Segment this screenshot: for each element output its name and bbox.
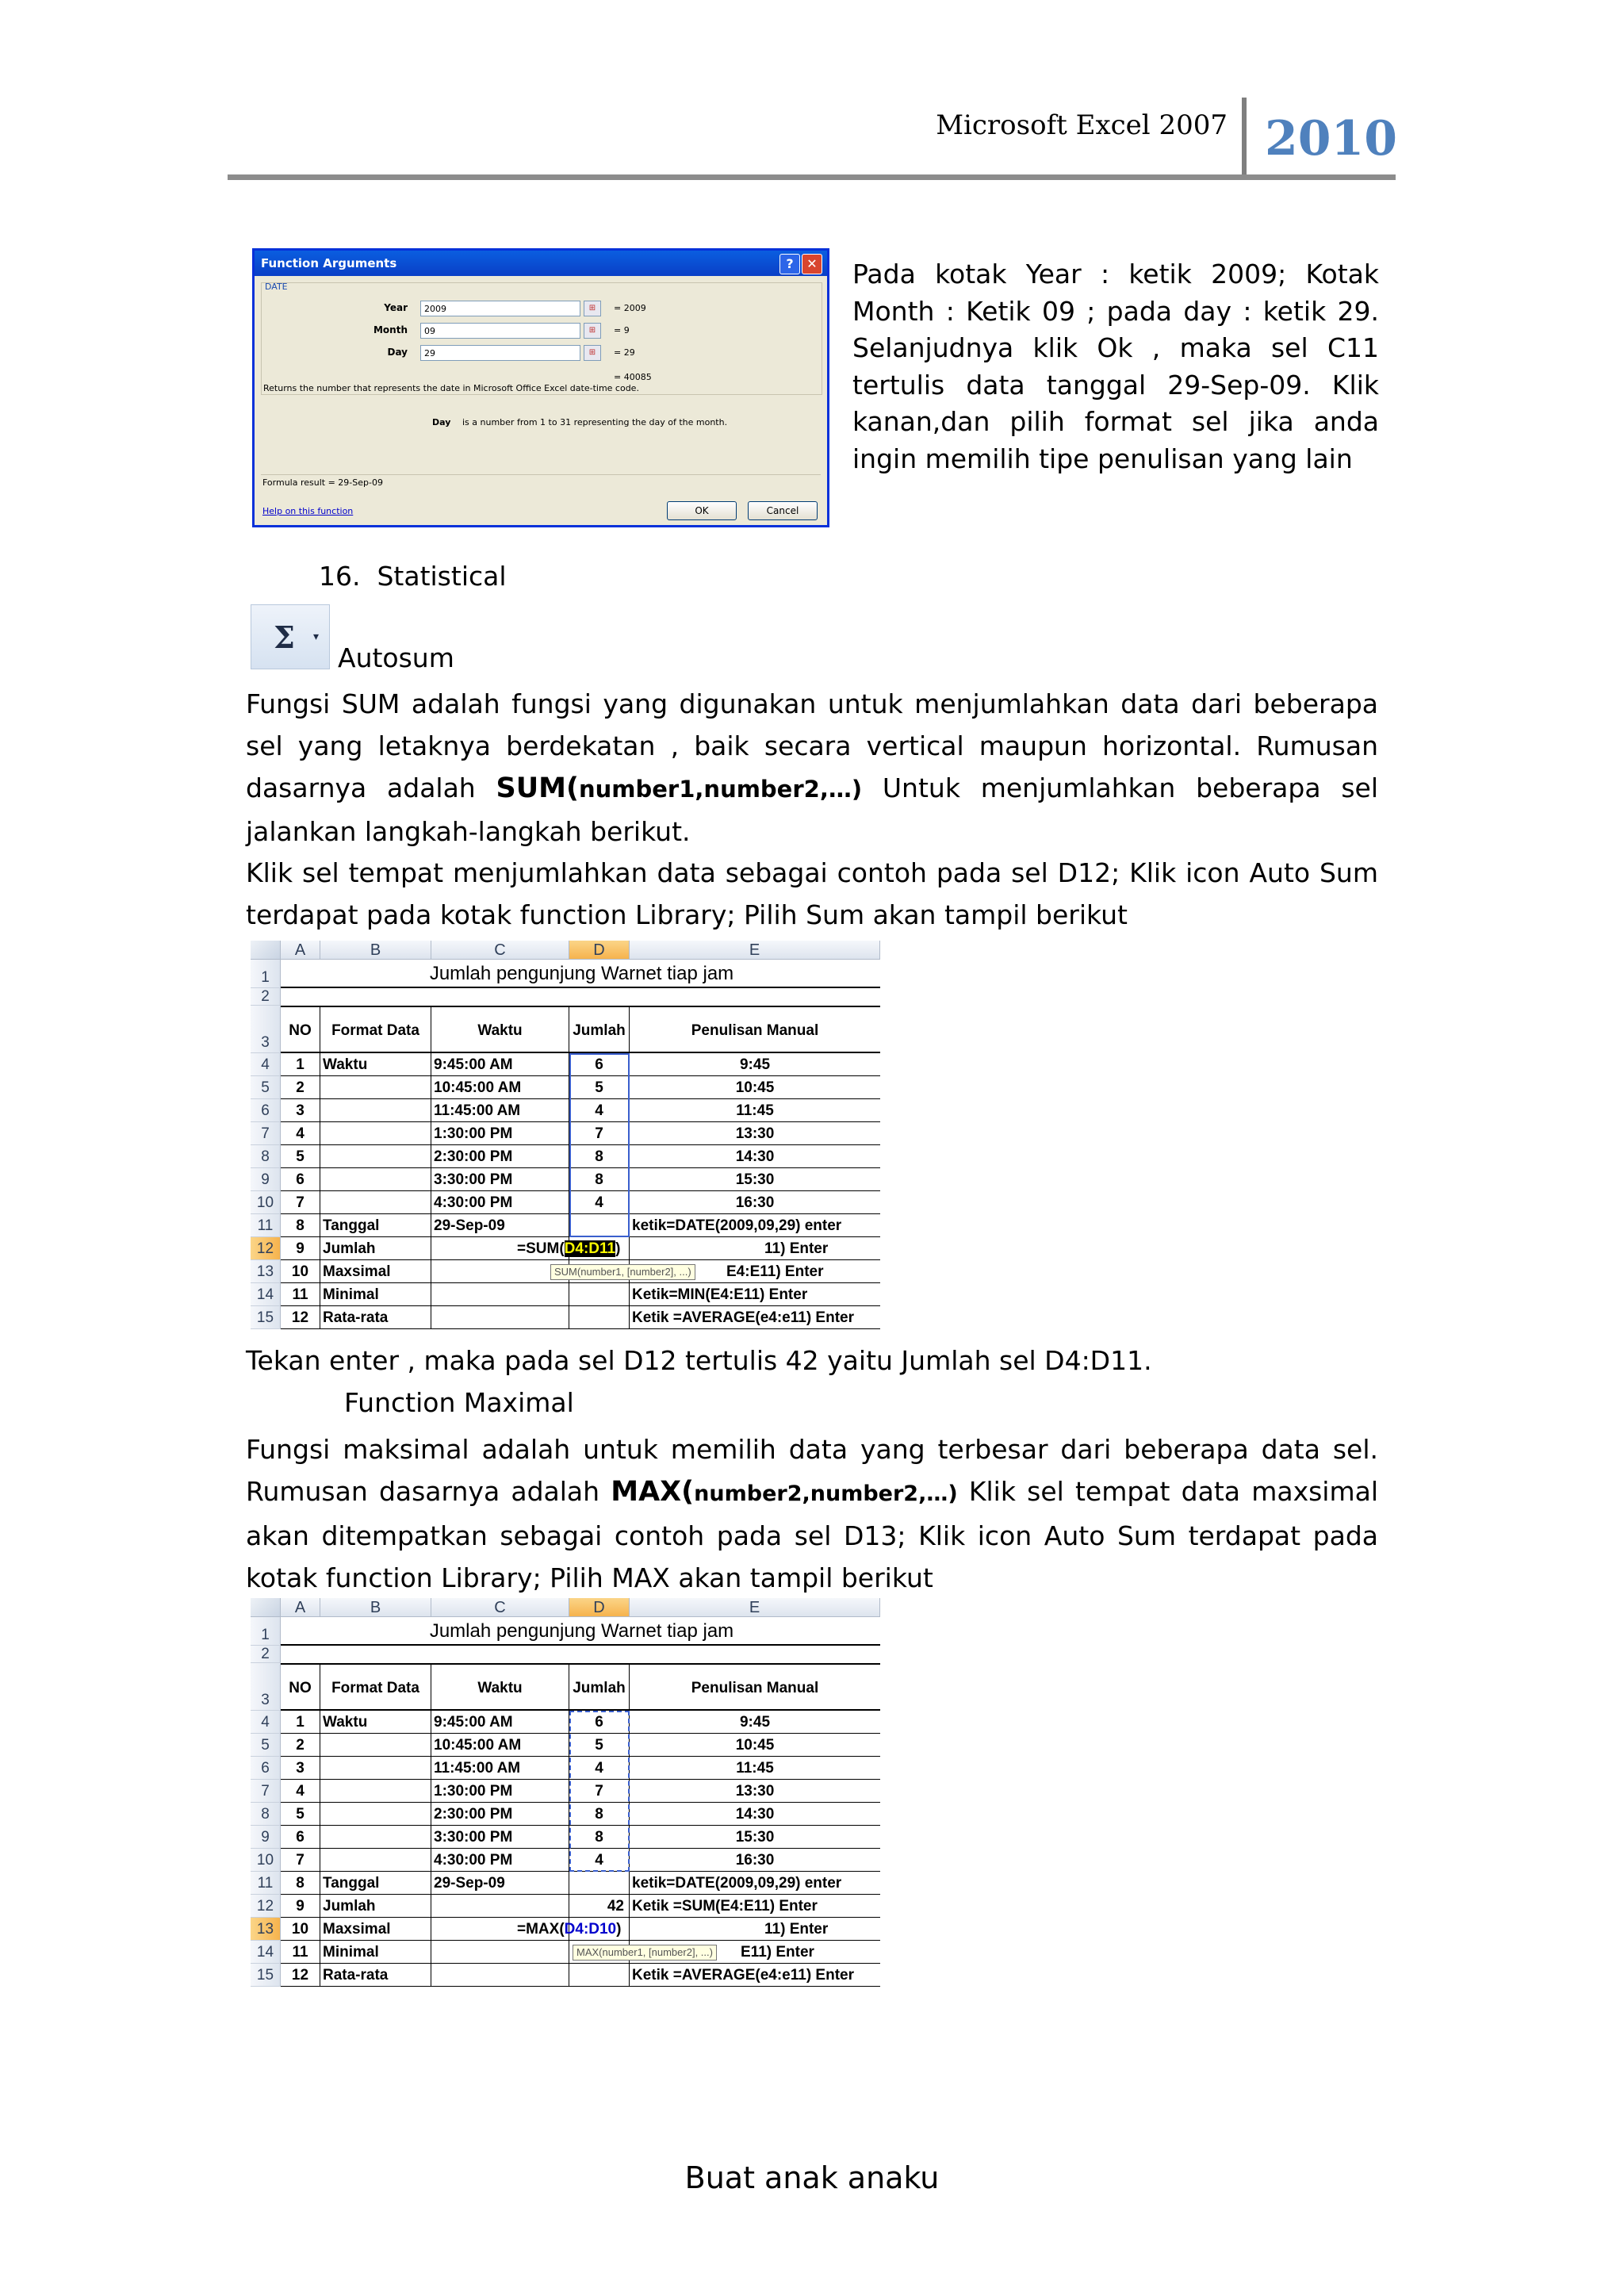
- cell-d6[interactable]: 4: [569, 1099, 630, 1122]
- cell-b5[interactable]: [320, 1734, 431, 1757]
- sum-paragraph: [246, 683, 1378, 853]
- max-text: Fungsi maksimal adalah untuk memilih data yang terbesar dari beberapa data sel. Rumusan dasarnya adalah: [246, 1434, 1378, 1507]
- cell-b8[interactable]: [320, 1145, 431, 1168]
- cancel-button[interactable]: Cancel: [748, 501, 818, 520]
- cell-c6[interactable]: 11:45:00 AM: [431, 1757, 569, 1780]
- document-header-year: 2010: [1265, 111, 1397, 167]
- function-description: Returns the number that represents the date in Microsoft Office Excel date-time code.: [263, 383, 639, 393]
- month-input[interactable]: 09: [420, 323, 580, 339]
- section-number: 16.: [319, 561, 361, 592]
- column-header-a[interactable]: A: [281, 1598, 320, 1617]
- row-header-11[interactable]: 11: [251, 1872, 281, 1895]
- cell-a5[interactable]: 2: [281, 1734, 320, 1757]
- cell-c11[interactable]: 29-Sep-09: [431, 1872, 569, 1895]
- cell-d10[interactable]: 4: [569, 1191, 630, 1214]
- cell-e12-text[interactable]: 11) Enter: [764, 1240, 829, 1257]
- month-result: = 9: [614, 325, 630, 335]
- cell-e6[interactable]: 11:45: [630, 1757, 880, 1780]
- column-header-b[interactable]: B: [320, 1598, 431, 1617]
- row-header-1[interactable]: 1: [251, 1617, 281, 1646]
- day-label: Day: [387, 347, 408, 358]
- row-header-8[interactable]: 8: [251, 1803, 281, 1826]
- cell-e10[interactable]: 16:30: [630, 1191, 880, 1214]
- cell-e15-text[interactable]: Ketik =AVERAGE(e4:e11) Enter: [632, 1309, 854, 1326]
- cell-d9[interactable]: 8: [569, 1826, 630, 1849]
- cell-c8[interactable]: 2:30:00 PM: [431, 1803, 569, 1826]
- cell-e9[interactable]: 15:30: [630, 1826, 880, 1849]
- max-text-end: Klik sel tempat data maxsimal akan ditempatkan sebagai contoh pada sel D13; Klik icon Auto Sum terdapat pada kotak function Library; Pilih MAX akan tampil berikut: [246, 1476, 1378, 1593]
- cell-a10[interactable]: 7: [281, 1191, 320, 1214]
- empty-row: [281, 988, 880, 1006]
- dialog-explanation: Pada kotak Year : ketik 2009; Kotak Month : Ketik 09 ; pada day : ketik 29. Selanjudnya klik Ok , maka sel C11 tertulis data tanggal 29-Sep-09. Klik kanan,dan pilih format sel jika anda ingin memilih tipe penulisan yang lain: [852, 259, 1379, 474]
- cell-a15[interactable]: 12: [281, 1964, 320, 1987]
- cell-b15[interactable]: Rata-rata: [320, 1964, 431, 1987]
- cell-c4[interactable]: 9:45:00 AM: [431, 1711, 569, 1734]
- row-header-4[interactable]: 4: [251, 1711, 281, 1734]
- year-result: = 2009: [614, 303, 646, 313]
- cell-b6[interactable]: [320, 1099, 431, 1122]
- cell-a11[interactable]: 8: [281, 1214, 320, 1237]
- day-input[interactable]: 29: [420, 345, 580, 361]
- column-header-d[interactable]: D: [569, 1598, 630, 1617]
- column-header-a[interactable]: A: [281, 941, 320, 960]
- day-result: = 29: [614, 347, 635, 358]
- total-result: = 40085: [614, 372, 652, 382]
- sheet-title: Jumlah pengunjung Warnet tiap jam: [281, 960, 880, 988]
- column-header-c[interactable]: C: [431, 1598, 569, 1617]
- max-paragraph: [246, 1428, 1378, 1599]
- sheet-title: Jumlah pengunjung Warnet tiap jam: [281, 1617, 880, 1646]
- function-tooltip: SUM(number1, [number2], ...): [550, 1264, 695, 1280]
- column-heading-penulisan-manual: Penulisan Manual: [630, 1663, 880, 1711]
- cell-d15[interactable]: [569, 1964, 630, 1987]
- row-header-2[interactable]: 2: [251, 1646, 281, 1663]
- collapse-icon[interactable]: ⊞: [584, 345, 601, 361]
- autosum-label: Autosum: [338, 642, 454, 673]
- cell-b12[interactable]: Jumlah: [320, 1237, 431, 1260]
- cell-d8[interactable]: 8: [569, 1803, 630, 1826]
- cell-e15-text[interactable]: Ketik =AVERAGE(e4:e11) Enter: [632, 1967, 854, 1984]
- cell-b10[interactable]: [320, 1849, 431, 1872]
- cell-d9[interactable]: 8: [569, 1168, 630, 1191]
- argument-description: is a number from 1 to 31 representing the day of the month.: [462, 417, 728, 427]
- cell-c4[interactable]: 9:45:00 AM: [431, 1053, 569, 1076]
- cell-a14[interactable]: 11: [281, 1941, 320, 1964]
- cell-b13[interactable]: Maxsimal: [320, 1260, 431, 1283]
- cell-e11[interactable]: ketik=DATE(2009,09,29) enter: [630, 1214, 880, 1237]
- cell-c15[interactable]: [431, 1964, 569, 1987]
- cell-b4[interactable]: Waktu: [320, 1711, 431, 1734]
- cell-a7[interactable]: 4: [281, 1780, 320, 1803]
- cell-d6[interactable]: 4: [569, 1757, 630, 1780]
- function-tooltip: MAX(number1, [number2], ...): [573, 1945, 717, 1961]
- cell-d8[interactable]: 8: [569, 1145, 630, 1168]
- column-header-d[interactable]: D: [569, 941, 630, 960]
- sum-args: number1,number2,…): [578, 776, 863, 803]
- row-header-14[interactable]: 14: [251, 1941, 281, 1964]
- column-header-e[interactable]: E: [630, 941, 880, 960]
- cell-e5[interactable]: 10:45: [630, 1076, 880, 1099]
- row-header-4[interactable]: 4: [251, 1053, 281, 1076]
- cell-e8[interactable]: 14:30: [630, 1145, 880, 1168]
- cell-c12[interactable]: [431, 1895, 569, 1918]
- cell-c10[interactable]: 4:30:00 PM: [431, 1191, 569, 1214]
- dialog-title: Function Arguments: [255, 251, 827, 276]
- cell-a4[interactable]: 1: [281, 1053, 320, 1076]
- cell-b11[interactable]: Tanggal: [320, 1872, 431, 1895]
- cell-e10[interactable]: 16:30: [630, 1849, 880, 1872]
- argument-name: Day: [432, 417, 451, 427]
- page-footer: Buat anak anaku: [684, 2160, 940, 2195]
- cell-d7[interactable]: 7: [569, 1780, 630, 1803]
- cell-b9[interactable]: [320, 1826, 431, 1849]
- arguments-group: [261, 282, 822, 395]
- section-title: Statistical: [377, 561, 507, 592]
- select-all-corner[interactable]: [251, 941, 281, 960]
- cell-a8[interactable]: 5: [281, 1803, 320, 1826]
- cell-e7[interactable]: 13:30: [630, 1122, 880, 1145]
- ok-button[interactable]: OK: [667, 501, 737, 520]
- year-label: Year: [384, 302, 408, 313]
- column-header-c[interactable]: C: [431, 941, 569, 960]
- cell-a6[interactable]: 3: [281, 1099, 320, 1122]
- cell-c11[interactable]: 29-Sep-09: [431, 1214, 569, 1237]
- cell-a9[interactable]: 6: [281, 1826, 320, 1849]
- column-heading-format-data: Format Data: [320, 1006, 431, 1053]
- section-heading: [319, 561, 507, 592]
- empty-row: [281, 1646, 880, 1663]
- function-arguments-dialog: [252, 248, 829, 527]
- cell-c5[interactable]: 10:45:00 AM: [431, 1076, 569, 1099]
- spreadsheet-max: [251, 1598, 880, 1995]
- column-heading-format-data: Format Data: [320, 1663, 431, 1711]
- row-header-8[interactable]: 8: [251, 1145, 281, 1168]
- document-header-title: Microsoft Excel 2007: [936, 109, 1228, 141]
- cell-d12-value[interactable]: 42: [569, 1895, 630, 1918]
- collapse-icon[interactable]: ⊞: [584, 301, 601, 316]
- cell-e14-text[interactable]: Ketik=MIN(E4:E11) Enter: [632, 1286, 808, 1303]
- cell-a11[interactable]: 8: [281, 1872, 320, 1895]
- max-args: number2,number2,…): [694, 1481, 958, 1506]
- cell-c5[interactable]: 10:45:00 AM: [431, 1734, 569, 1757]
- cell-b7[interactable]: [320, 1780, 431, 1803]
- formula-suffix: ): [615, 1240, 621, 1257]
- header-rule: [228, 174, 1396, 180]
- row-header-7[interactable]: 7: [251, 1122, 281, 1145]
- row-header-9[interactable]: 9: [251, 1826, 281, 1849]
- formula-range: D4:D10: [564, 1921, 617, 1938]
- cell-b7[interactable]: [320, 1122, 431, 1145]
- cell-d15[interactable]: [569, 1306, 630, 1329]
- dialog-divider: [261, 474, 821, 475]
- column-heading-jumlah: Jumlah: [569, 1663, 630, 1711]
- cell-d11[interactable]: [569, 1872, 630, 1895]
- cell-a10[interactable]: 7: [281, 1849, 320, 1872]
- cell-e12-text[interactable]: Ketik =SUM(E4:E11) Enter: [630, 1895, 880, 1918]
- cell-e4[interactable]: 9:45: [630, 1053, 880, 1076]
- cell-c9[interactable]: 3:30:00 PM: [431, 1826, 569, 1849]
- column-heading-waktu: Waktu: [431, 1006, 569, 1053]
- cell-e13-text[interactable]: E4:E11) Enter: [726, 1263, 824, 1280]
- row-header-15[interactable]: 15: [251, 1964, 281, 1987]
- cell-b4[interactable]: Waktu: [320, 1053, 431, 1076]
- row-header-6[interactable]: 6: [251, 1757, 281, 1780]
- cell-c7[interactable]: 1:30:00 PM: [431, 1122, 569, 1145]
- column-heading-no: NO: [281, 1006, 320, 1053]
- cell-b11[interactable]: Tanggal: [320, 1214, 431, 1237]
- cell-a12[interactable]: 9: [281, 1237, 320, 1260]
- cell-b15[interactable]: Rata-rata: [320, 1306, 431, 1329]
- column-heading-penulisan-manual: Penulisan Manual: [630, 1006, 880, 1053]
- formula-suffix: ): [616, 1921, 622, 1938]
- after-sum-text: Tekan enter , maka pada sel D12 tertulis 42 yaitu Jumlah sel D4:D11.: [246, 1345, 1152, 1376]
- cell-a7[interactable]: 4: [281, 1122, 320, 1145]
- cell-d4[interactable]: 6: [569, 1053, 630, 1076]
- cell-e6[interactable]: 11:45: [630, 1099, 880, 1122]
- cell-b8[interactable]: [320, 1803, 431, 1826]
- max-formula-cell[interactable]: [517, 1918, 621, 1941]
- cell-e11[interactable]: ketik=DATE(2009,09,29) enter: [630, 1872, 880, 1895]
- cell-b14[interactable]: Minimal: [320, 1941, 431, 1964]
- cell-a15[interactable]: 12: [281, 1306, 320, 1329]
- cell-b6[interactable]: [320, 1757, 431, 1780]
- cell-a13[interactable]: 10: [281, 1260, 320, 1283]
- cell-b13[interactable]: Maxsimal: [320, 1918, 431, 1941]
- sum-formula-cell[interactable]: [517, 1237, 620, 1260]
- cell-a14[interactable]: 11: [281, 1283, 320, 1306]
- row-header-10[interactable]: 10: [251, 1849, 281, 1872]
- cell-e8[interactable]: 14:30: [630, 1803, 880, 1826]
- formula-result: Formula result = 29-Sep-09: [262, 477, 383, 488]
- cell-e4[interactable]: 9:45: [630, 1711, 880, 1734]
- row-header-15[interactable]: 15: [251, 1306, 281, 1329]
- row-header-2[interactable]: 2: [251, 988, 281, 1006]
- row-header-12[interactable]: 12: [251, 1237, 281, 1260]
- cell-c13[interactable]: [431, 1260, 569, 1283]
- cell-a4[interactable]: 1: [281, 1711, 320, 1734]
- row-header-14[interactable]: 14: [251, 1283, 281, 1306]
- function-name: DATE: [265, 282, 288, 292]
- sum-formula: SUM(: [496, 772, 579, 804]
- cell-b9[interactable]: [320, 1168, 431, 1191]
- cell-e13-text[interactable]: 11) Enter: [764, 1921, 829, 1938]
- cell-c9[interactable]: 3:30:00 PM: [431, 1168, 569, 1191]
- cell-c6[interactable]: 11:45:00 AM: [431, 1099, 569, 1122]
- sum-text: Fungsi SUM adalah fungsi yang digunakan untuk menjumlahkan data dari beberapa sel yang letaknya berdekatan , baik secara vertical maupun horizontal. Rumusan dasarnya adalah: [246, 688, 1378, 803]
- collapse-icon[interactable]: ⊞: [584, 323, 601, 339]
- cell-d11[interactable]: [569, 1214, 630, 1237]
- row-header-7[interactable]: 7: [251, 1780, 281, 1803]
- row-header-3[interactable]: 3: [251, 1006, 281, 1053]
- cell-d14[interactable]: [569, 1283, 630, 1306]
- month-label: Month: [373, 324, 408, 335]
- cell-c10[interactable]: 4:30:00 PM: [431, 1849, 569, 1872]
- formula-range: D4:D11: [564, 1240, 616, 1257]
- header-divider: [1242, 98, 1247, 178]
- cell-e5[interactable]: 10:45: [630, 1734, 880, 1757]
- cell-d5[interactable]: 5: [569, 1734, 630, 1757]
- select-all-corner[interactable]: [251, 1598, 281, 1617]
- cell-b12[interactable]: Jumlah: [320, 1895, 431, 1918]
- autosum-icon: Σ ▾: [251, 604, 330, 669]
- cell-c15[interactable]: [431, 1306, 569, 1329]
- row-header-13[interactable]: 13: [251, 1260, 281, 1283]
- cell-c14[interactable]: [431, 1941, 569, 1964]
- row-header-1[interactable]: 1: [251, 960, 281, 988]
- cell-a13[interactable]: 10: [281, 1918, 320, 1941]
- sum-instruction: Klik sel tempat menjumlahkan data sebagai contoh pada sel D12; Klik icon Auto Sum terdapat pada kotak function Library; Pilih Sum akan tampil berikut: [246, 857, 1378, 930]
- cell-b10[interactable]: [320, 1191, 431, 1214]
- help-icon[interactable]: ?: [779, 254, 800, 274]
- row-header-13[interactable]: 13: [251, 1918, 281, 1941]
- row-header-3[interactable]: 3: [251, 1663, 281, 1711]
- cell-c8[interactable]: 2:30:00 PM: [431, 1145, 569, 1168]
- sum-text-end: Untuk menjumlahkan beberapa sel jalankan langkah-langkah berikut.: [246, 772, 1378, 847]
- close-icon[interactable]: ✕: [802, 254, 822, 274]
- cell-d5[interactable]: 5: [569, 1076, 630, 1099]
- formula-prefix: =MAX(: [517, 1921, 565, 1938]
- function-maximal-heading: Function Maximal: [344, 1387, 574, 1418]
- cell-a8[interactable]: 5: [281, 1145, 320, 1168]
- row-header-9[interactable]: 9: [251, 1168, 281, 1191]
- formula-prefix: =SUM(: [517, 1240, 565, 1257]
- column-heading-jumlah: Jumlah: [569, 1006, 630, 1053]
- cell-d4[interactable]: 6: [569, 1711, 630, 1734]
- cell-c14[interactable]: [431, 1283, 569, 1306]
- cell-c7[interactable]: 1:30:00 PM: [431, 1780, 569, 1803]
- column-header-b[interactable]: B: [320, 941, 431, 960]
- cell-e14-text[interactable]: E11) Enter: [741, 1944, 814, 1961]
- year-input[interactable]: 2009: [420, 301, 580, 316]
- cell-e9[interactable]: 15:30: [630, 1168, 880, 1191]
- column-heading-no: NO: [281, 1663, 320, 1711]
- cell-b14[interactable]: Minimal: [320, 1283, 431, 1306]
- column-header-e[interactable]: E: [630, 1598, 880, 1617]
- row-header-12[interactable]: 12: [251, 1895, 281, 1918]
- cell-a9[interactable]: 6: [281, 1168, 320, 1191]
- row-header-5[interactable]: 5: [251, 1076, 281, 1099]
- spreadsheet-sum: [251, 941, 880, 1342]
- column-heading-waktu: Waktu: [431, 1663, 569, 1711]
- cell-a6[interactable]: 3: [281, 1757, 320, 1780]
- row-header-6[interactable]: 6: [251, 1099, 281, 1122]
- help-link[interactable]: Help on this function: [262, 506, 354, 516]
- cell-a5[interactable]: 2: [281, 1076, 320, 1099]
- cell-d7[interactable]: 7: [569, 1122, 630, 1145]
- cell-a12[interactable]: 9: [281, 1895, 320, 1918]
- max-formula: MAX(: [611, 1476, 695, 1508]
- row-header-5[interactable]: 5: [251, 1734, 281, 1757]
- cell-d10[interactable]: 4: [569, 1849, 630, 1872]
- cell-b5[interactable]: [320, 1076, 431, 1099]
- row-header-11[interactable]: 11: [251, 1214, 281, 1237]
- cell-e7[interactable]: 13:30: [630, 1780, 880, 1803]
- row-header-10[interactable]: 10: [251, 1191, 281, 1214]
